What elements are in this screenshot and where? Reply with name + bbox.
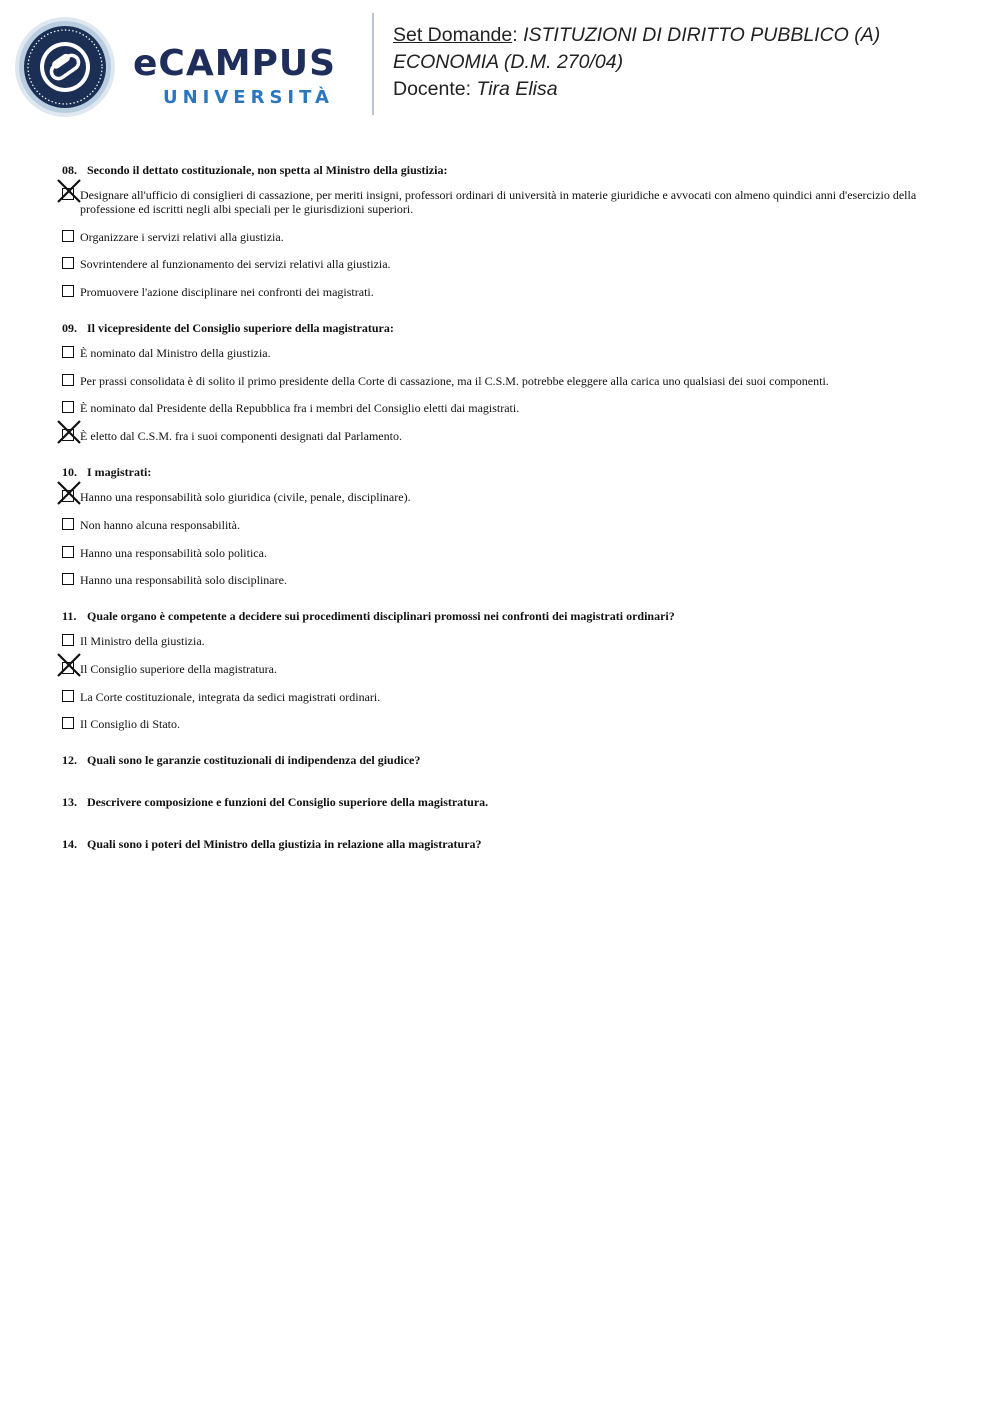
answer-option <box>62 285 932 299</box>
answer-option <box>62 188 932 216</box>
option-text: Organizzare i servizi relativi alla giustizia. <box>80 229 284 244</box>
question-text: Quali sono le garanzie costituzionali di indipendenza del giudice? <box>87 753 421 768</box>
question-title <box>62 608 932 624</box>
x-mark-icon <box>56 178 82 204</box>
question-title <box>62 836 932 852</box>
question-text: I magistrati: <box>87 465 152 480</box>
question-title <box>62 464 932 480</box>
brand-subtitle: UNIVERSITÀ <box>163 87 334 108</box>
open-question <box>62 836 932 852</box>
answer-option <box>62 662 932 676</box>
answer-option <box>62 518 932 532</box>
answer-option <box>62 546 932 560</box>
course-title-line2: ECONOMIA (D.M. 270/04) <box>393 51 624 73</box>
answer-option <box>62 401 932 415</box>
brand-name: eCAMPUS <box>133 43 337 84</box>
answer-option <box>62 490 932 504</box>
option-text: Hanno una responsabilità solo politica. <box>80 545 267 560</box>
question-title <box>62 794 932 810</box>
option-text: Per prassi consolidata è di solito il primo presidente della Corte di cassazione, ma il C.S.M. potrebbe eleggere alla carica uno qualsiasi dei suoi componenti. <box>80 373 829 388</box>
university-seal-logo <box>14 16 116 118</box>
option-text: Promuovere l'azione disciplinare nei confronti dei magistrati. <box>80 285 374 300</box>
question-block <box>62 320 932 443</box>
checkbox[interactable] <box>62 634 74 646</box>
question-number: 14. <box>62 837 77 852</box>
x-mark-icon <box>56 419 82 445</box>
question-number: 08. <box>62 163 77 177</box>
course-info: Set Domande: ISTITUZIONI DI DIRITTO PUBBLICO (A) ECONOMIA (D.M. 270/04) Docente: Tira Elisa <box>393 24 881 100</box>
set-label: Set Domande <box>393 24 513 46</box>
page-header <box>0 0 1000 130</box>
question-text: Il vicepresidente del Consiglio superiore della magistratura: <box>87 321 394 336</box>
question-number: 11. <box>62 609 77 624</box>
open-question <box>62 752 932 768</box>
option-text: Sovrintendere al funzionamento dei servizi relativi alla giustizia. <box>80 257 391 272</box>
answer-option <box>62 690 932 704</box>
ecampus-wordmark <box>133 43 355 113</box>
answer-option <box>62 429 932 443</box>
question-number: 13. <box>62 795 77 810</box>
answer-option <box>62 573 932 587</box>
question-number: 09. <box>62 321 77 336</box>
option-text: La Corte costituzionale, integrata da sedici magistrati ordinari. <box>80 689 381 704</box>
question-block <box>62 608 932 731</box>
option-text: Il Consiglio superiore della magistratura. <box>80 661 277 676</box>
question-title <box>62 320 932 336</box>
option-text: È eletto dal C.S.M. fra i suoi componenti designati dal Parlamento. <box>80 429 402 444</box>
checkbox[interactable] <box>62 690 74 702</box>
question-text: Quali sono i poteri del Ministro della giustizia in relazione alla magistratura? <box>87 837 482 852</box>
open-question <box>62 794 932 810</box>
checkbox[interactable] <box>62 257 74 269</box>
checkbox[interactable] <box>62 518 74 530</box>
checkbox[interactable] <box>62 573 74 585</box>
answer-option <box>62 257 932 271</box>
question-title <box>62 162 932 178</box>
checkbox[interactable] <box>62 546 74 558</box>
question-block <box>62 162 932 299</box>
teacher-name: Tira Elisa <box>476 78 558 100</box>
question-text: Secondo il dettato costituzionale, non spetta al Ministro della giustizia: <box>87 163 448 177</box>
answer-option <box>62 374 932 388</box>
option-text: Il Ministro della giustizia. <box>80 634 205 649</box>
option-text: Hanno una responsabilità solo giuridica (civile, penale, disciplinare). <box>80 490 411 505</box>
option-text: Hanno una responsabilità solo disciplinare. <box>80 573 287 588</box>
option-text: Designare all'ufficio di consiglieri di cassazione, per meriti insigni, professori ordinari di università in materie giuridiche e avvocati con almeno quindici anni d'esercizio della professione ed iscritti negli albi speciali per le giurisdizioni superiori. <box>80 188 917 216</box>
x-mark-icon <box>56 652 82 678</box>
question-list <box>62 162 932 878</box>
option-text: È nominato dal Presidente della Repubblica fra i membri del Consiglio eletti dai magistrati. <box>80 401 520 416</box>
checkbox[interactable] <box>62 285 74 297</box>
question-number: 12. <box>62 753 77 768</box>
question-title <box>62 752 932 768</box>
answer-option <box>62 717 932 731</box>
checkbox[interactable] <box>62 401 74 413</box>
answer-option <box>62 230 932 244</box>
x-mark-icon <box>56 480 82 506</box>
question-block <box>62 464 932 587</box>
teacher-label: Docente: <box>393 78 472 100</box>
course-title-line1: ISTITUZIONI DI DIRITTO PUBBLICO (A) <box>523 24 881 46</box>
option-text: Il Consiglio di Stato. <box>80 717 181 732</box>
question-text: Descrivere composizione e funzioni del Consiglio superiore della magistratura. <box>87 795 489 810</box>
header-divider <box>372 13 374 115</box>
answer-option <box>62 634 932 648</box>
question-text: Quale organo è competente a decidere sui procedimenti disciplinari promossi nei confronti dei magistrati ordinari? <box>87 609 675 624</box>
option-text: È nominato dal Ministro della giustizia. <box>80 346 271 361</box>
checkbox[interactable] <box>62 717 74 729</box>
checkbox[interactable] <box>62 374 74 386</box>
checkbox[interactable] <box>62 230 74 242</box>
question-number: 10. <box>62 465 77 480</box>
checkbox[interactable] <box>62 346 74 358</box>
answer-option <box>62 346 932 360</box>
option-text: Non hanno alcuna responsabilità. <box>80 517 240 532</box>
